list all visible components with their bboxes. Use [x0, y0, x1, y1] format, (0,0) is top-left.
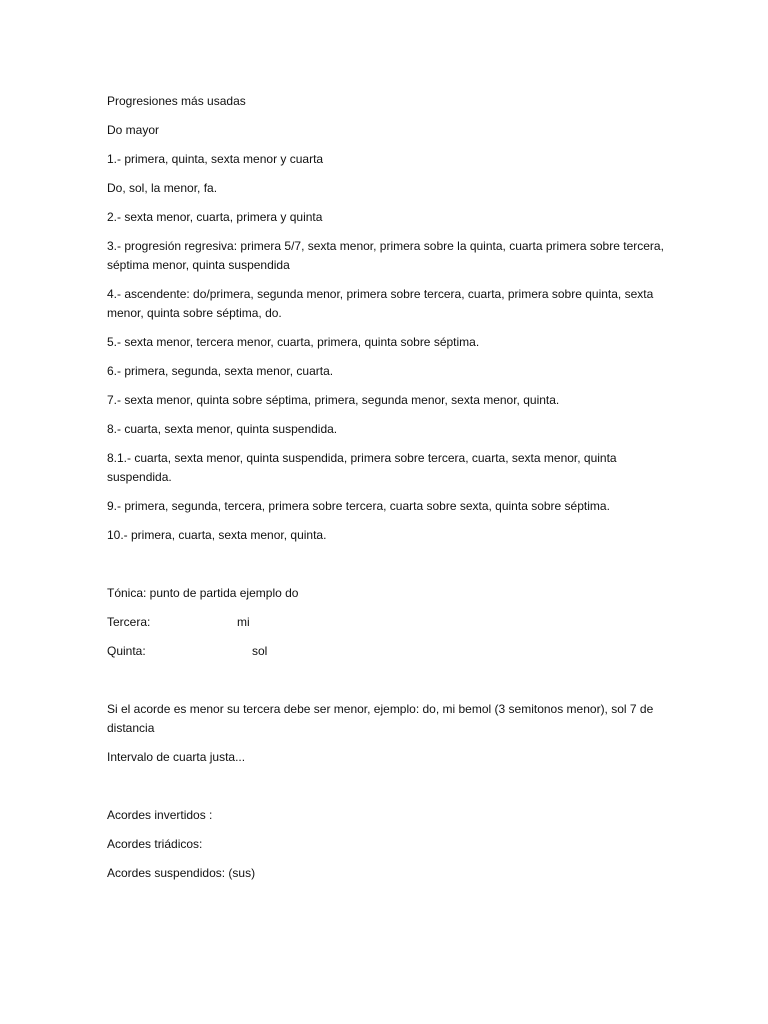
progression-item: 7.- sexta menor, quinta sobre séptima, primera, segunda menor, sexta menor, quinta.: [107, 393, 560, 407]
progression-item: 6.- primera, segunda, sexta menor, cuarta.: [107, 364, 334, 378]
tercera-row: [107, 613, 407, 632]
key-heading: Do mayor: [107, 123, 160, 137]
document-title: Progresiones más usadas: [107, 94, 246, 108]
progression-item: 5.- sexta menor, tercera menor, cuarta, primera, quinta sobre séptima.: [107, 335, 480, 349]
quinta-label: Quinta:: [107, 644, 146, 658]
tercera-label: Tercera:: [107, 615, 151, 629]
quinta-value: sol: [252, 644, 268, 658]
chord-type-item: Acordes invertidos :: [107, 808, 213, 822]
tonica-definition: Tónica: punto de partida ejemplo do: [107, 586, 299, 600]
chord-type-item: Acordes triádicos:: [107, 837, 203, 851]
progression-item: 10.- primera, cuarta, sexta menor, quinta.: [107, 528, 327, 542]
progression-item: 8.1.- cuarta, sexta menor, quinta suspendida, primera sobre tercera, cuarta, sexta menor, quinta suspendida.: [107, 451, 617, 484]
chord-type-item: Acordes suspendidos: (sus): [107, 866, 256, 880]
minor-chord-note: Si el acorde es menor su tercera debe ser menor, ejemplo: do, mi bemol (3 semitonos menor), sol 7 de distancia: [107, 702, 654, 735]
progression-item: 1.- primera, quinta, sexta menor y cuarta: [107, 152, 324, 166]
tercera-value: mi: [237, 615, 250, 629]
progression-item: 2.- sexta menor, cuarta, primera y quinta: [107, 210, 323, 224]
progression-item: 4.- ascendente: do/primera, segunda menor, primera sobre tercera, cuarta, primera sobre quinta, sexta menor, quinta sobre séptima, do.: [107, 287, 654, 320]
progression-item: 3.- progresión regresiva: primera 5/7, sexta menor, primera sobre la quinta, cuarta primera sobre tercera, séptima menor, quinta suspendida: [107, 239, 664, 272]
quinta-row: [107, 642, 407, 661]
progression-item: 9.- primera, segunda, tercera, primera sobre tercera, cuarta sobre sexta, quinta sobre séptima.: [107, 499, 610, 513]
interval-note: Intervalo de cuarta justa...: [107, 750, 246, 764]
progression-item: 8.- cuarta, sexta menor, quinta suspendida.: [107, 422, 338, 436]
progression-item: Do, sol, la menor, fa.: [107, 181, 218, 195]
